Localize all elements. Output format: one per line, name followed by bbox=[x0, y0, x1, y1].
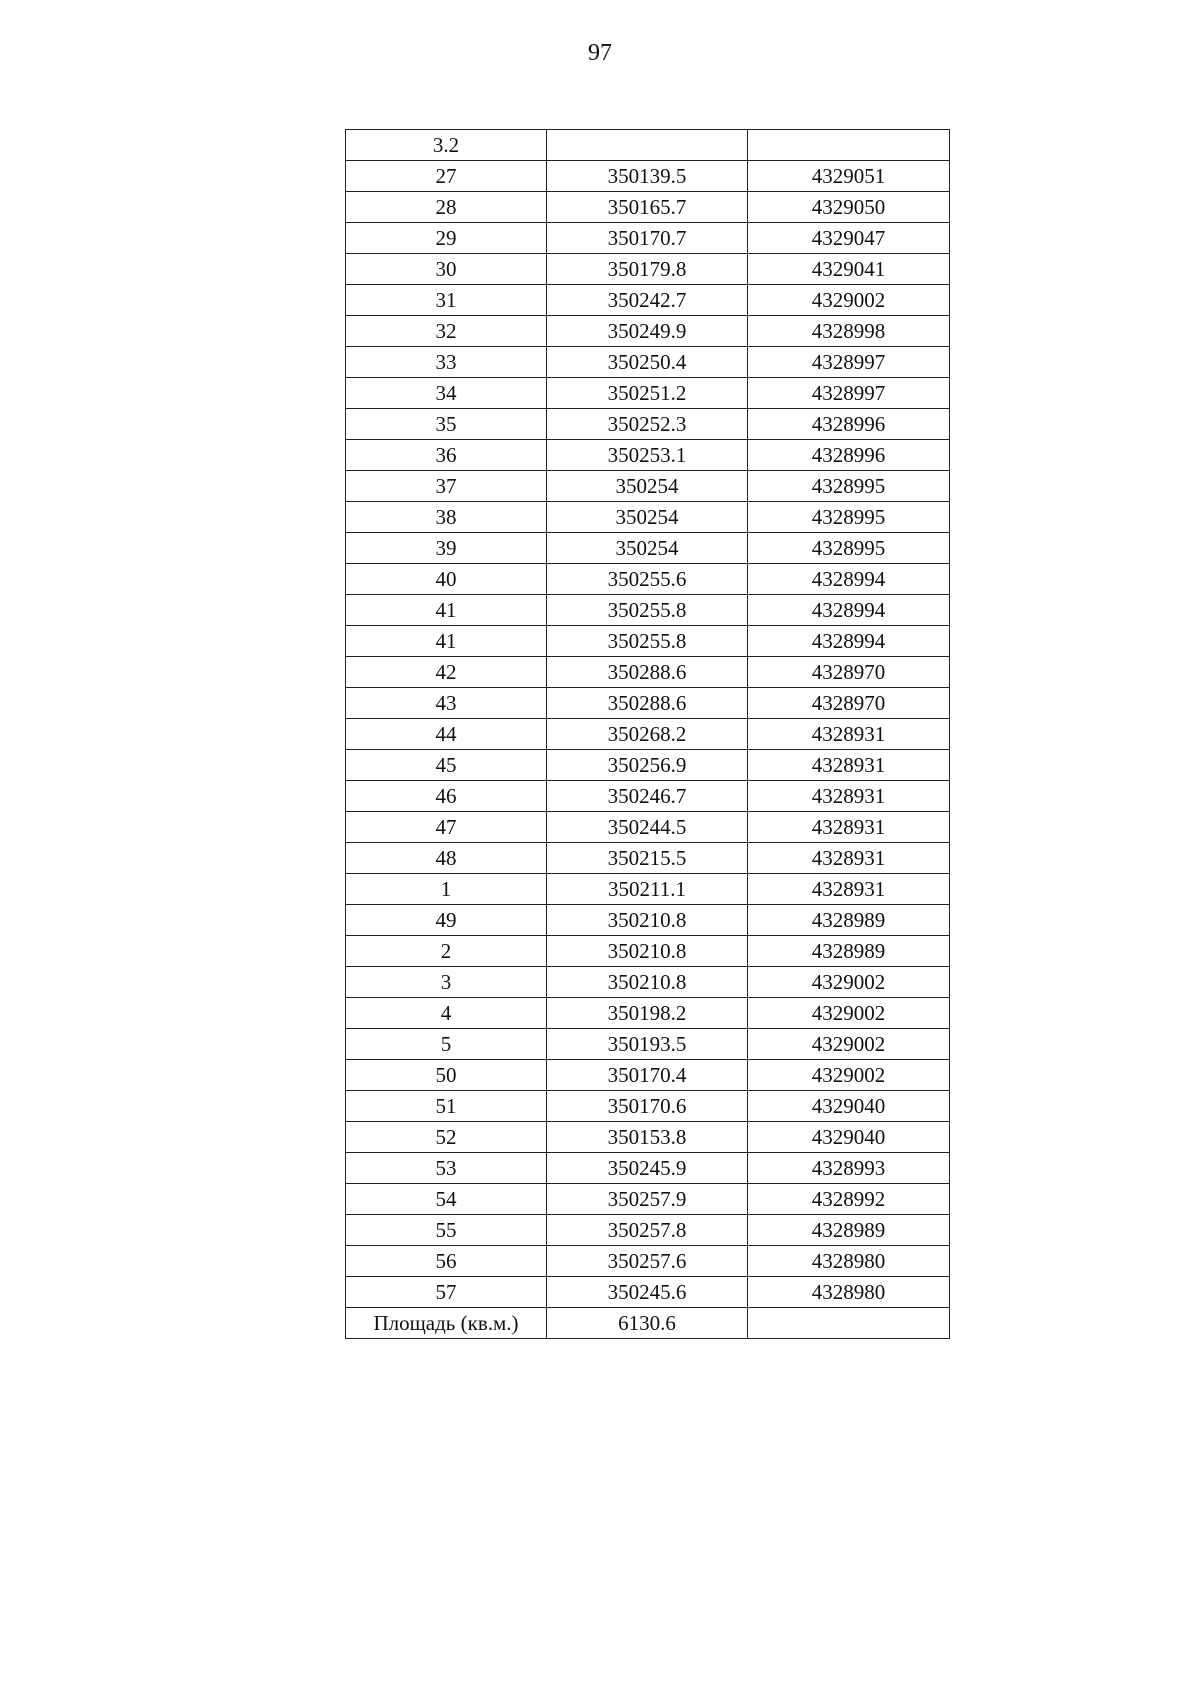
y-coordinate-cell: 4328980 bbox=[748, 1277, 950, 1308]
point-number-cell: 1 bbox=[346, 874, 547, 905]
coordinates-table bbox=[345, 129, 950, 1339]
table-row bbox=[346, 285, 950, 316]
x-coordinate-cell: 350153.8 bbox=[547, 1122, 748, 1153]
x-coordinate-cell: 350170.7 bbox=[547, 223, 748, 254]
point-number-cell: 57 bbox=[346, 1277, 547, 1308]
y-coordinate-cell: 4328995 bbox=[748, 502, 950, 533]
table-row bbox=[346, 223, 950, 254]
x-coordinate-cell: 350254 bbox=[547, 471, 748, 502]
y-coordinate-cell: 4328931 bbox=[748, 750, 950, 781]
x-coordinate-cell: 350257.8 bbox=[547, 1215, 748, 1246]
empty-cell bbox=[748, 130, 950, 161]
y-coordinate-cell: 4328989 bbox=[748, 1215, 950, 1246]
x-coordinate-cell: 350211.1 bbox=[547, 874, 748, 905]
y-coordinate-cell: 4328995 bbox=[748, 533, 950, 564]
y-coordinate-cell: 4328996 bbox=[748, 440, 950, 471]
x-coordinate-cell: 350210.8 bbox=[547, 967, 748, 998]
point-number-cell: 52 bbox=[346, 1122, 547, 1153]
table-row bbox=[346, 316, 950, 347]
x-coordinate-cell: 350246.7 bbox=[547, 781, 748, 812]
point-number-cell: 55 bbox=[346, 1215, 547, 1246]
y-coordinate-cell: 4329051 bbox=[748, 161, 950, 192]
table-row bbox=[346, 874, 950, 905]
x-coordinate-cell: 350210.8 bbox=[547, 905, 748, 936]
table-row bbox=[346, 192, 950, 223]
y-coordinate-cell: 4328931 bbox=[748, 781, 950, 812]
x-coordinate-cell: 350244.5 bbox=[547, 812, 748, 843]
coordinates-table-body bbox=[346, 130, 950, 161]
point-number-cell: 2 bbox=[346, 936, 547, 967]
point-number-cell: 30 bbox=[346, 254, 547, 285]
table-row bbox=[346, 1153, 950, 1184]
y-coordinate-cell: 4329002 bbox=[748, 1060, 950, 1091]
y-coordinate-cell: 4329040 bbox=[748, 1122, 950, 1153]
y-coordinate-cell: 4328997 bbox=[748, 378, 950, 409]
x-coordinate-cell: 350254 bbox=[547, 502, 748, 533]
point-number-cell: 33 bbox=[346, 347, 547, 378]
table-row bbox=[346, 905, 950, 936]
x-coordinate-cell: 350288.6 bbox=[547, 688, 748, 719]
y-coordinate-cell: 4328931 bbox=[748, 843, 950, 874]
table-row bbox=[346, 936, 950, 967]
y-coordinate-cell: 4328970 bbox=[748, 657, 950, 688]
empty-cell bbox=[748, 1308, 950, 1339]
table-row bbox=[346, 843, 950, 874]
y-coordinate-cell: 4329002 bbox=[748, 967, 950, 998]
x-coordinate-cell: 350170.6 bbox=[547, 1091, 748, 1122]
table-row bbox=[346, 533, 950, 564]
y-coordinate-cell: 4329002 bbox=[748, 285, 950, 316]
y-coordinate-cell: 4328992 bbox=[748, 1184, 950, 1215]
x-coordinate-cell: 350179.8 bbox=[547, 254, 748, 285]
table-row-area bbox=[346, 1308, 950, 1339]
y-coordinate-cell: 4328931 bbox=[748, 812, 950, 843]
table-row bbox=[346, 254, 950, 285]
point-number-cell: 5 bbox=[346, 1029, 547, 1060]
area-label-cell: Площадь (кв.м.) bbox=[346, 1308, 547, 1339]
x-coordinate-cell: 350255.8 bbox=[547, 595, 748, 626]
y-coordinate-cell: 4328994 bbox=[748, 626, 950, 657]
y-coordinate-cell: 4328998 bbox=[748, 316, 950, 347]
point-number-cell: 47 bbox=[346, 812, 547, 843]
point-number-cell: 51 bbox=[346, 1091, 547, 1122]
x-coordinate-cell: 350242.7 bbox=[547, 285, 748, 316]
x-coordinate-cell: 350257.9 bbox=[547, 1184, 748, 1215]
x-coordinate-cell: 350253.1 bbox=[547, 440, 748, 471]
table-row bbox=[346, 1091, 950, 1122]
point-number-cell: 31 bbox=[346, 285, 547, 316]
x-coordinate-cell: 350139.5 bbox=[547, 161, 748, 192]
point-number-cell: 34 bbox=[346, 378, 547, 409]
y-coordinate-cell: 4328931 bbox=[748, 874, 950, 905]
x-coordinate-cell: 350165.7 bbox=[547, 192, 748, 223]
point-number-cell: 32 bbox=[346, 316, 547, 347]
point-number-cell: 41 bbox=[346, 595, 547, 626]
point-number-cell: 53 bbox=[346, 1153, 547, 1184]
point-number-cell: 56 bbox=[346, 1246, 547, 1277]
x-coordinate-cell: 350245.6 bbox=[547, 1277, 748, 1308]
y-coordinate-cell: 4328996 bbox=[748, 409, 950, 440]
point-number-cell: 38 bbox=[346, 502, 547, 533]
point-number-cell: 40 bbox=[346, 564, 547, 595]
y-coordinate-cell: 4328993 bbox=[748, 1153, 950, 1184]
y-coordinate-cell: 4329050 bbox=[748, 192, 950, 223]
y-coordinate-cell: 4328931 bbox=[748, 719, 950, 750]
x-coordinate-cell: 350210.8 bbox=[547, 936, 748, 967]
table-row bbox=[346, 750, 950, 781]
x-coordinate-cell: 350254 bbox=[547, 533, 748, 564]
table-row bbox=[346, 719, 950, 750]
table-row bbox=[346, 1246, 950, 1277]
page-number: 97 bbox=[588, 40, 612, 66]
table-row bbox=[346, 471, 950, 502]
y-coordinate-cell: 4329041 bbox=[748, 254, 950, 285]
y-coordinate-cell: 4328989 bbox=[748, 905, 950, 936]
table-row bbox=[346, 1029, 950, 1060]
y-coordinate-cell: 4328980 bbox=[748, 1246, 950, 1277]
y-coordinate-cell: 4328970 bbox=[748, 688, 950, 719]
y-coordinate-cell: 4328994 bbox=[748, 595, 950, 626]
point-number-cell: 45 bbox=[346, 750, 547, 781]
x-coordinate-cell: 350255.8 bbox=[547, 626, 748, 657]
coordinate-rows bbox=[346, 161, 950, 1308]
point-number-cell: 42 bbox=[346, 657, 547, 688]
y-coordinate-cell: 4328994 bbox=[748, 564, 950, 595]
point-number-cell: 50 bbox=[346, 1060, 547, 1091]
area-row-group bbox=[346, 1308, 950, 1339]
point-number-cell: 29 bbox=[346, 223, 547, 254]
table-row bbox=[346, 409, 950, 440]
x-coordinate-cell: 350193.5 bbox=[547, 1029, 748, 1060]
table-row bbox=[346, 812, 950, 843]
point-number-cell: 49 bbox=[346, 905, 547, 936]
x-coordinate-cell: 350215.5 bbox=[547, 843, 748, 874]
x-coordinate-cell: 350257.6 bbox=[547, 1246, 748, 1277]
point-number-cell: 39 bbox=[346, 533, 547, 564]
point-number-cell: 41 bbox=[346, 626, 547, 657]
y-coordinate-cell: 4329047 bbox=[748, 223, 950, 254]
table-row bbox=[346, 595, 950, 626]
point-number-cell: 35 bbox=[346, 409, 547, 440]
table-row bbox=[346, 502, 950, 533]
point-number-cell: 43 bbox=[346, 688, 547, 719]
point-number-cell: 27 bbox=[346, 161, 547, 192]
point-number-cell: 28 bbox=[346, 192, 547, 223]
table-row bbox=[346, 440, 950, 471]
table-row bbox=[346, 1122, 950, 1153]
empty-cell bbox=[547, 130, 748, 161]
y-coordinate-cell: 4329040 bbox=[748, 1091, 950, 1122]
table-row bbox=[346, 1184, 950, 1215]
point-number-cell: 36 bbox=[346, 440, 547, 471]
table-row bbox=[346, 1060, 950, 1091]
y-coordinate-cell: 4328989 bbox=[748, 936, 950, 967]
section-label-cell: 3.2 bbox=[346, 130, 547, 161]
table-row bbox=[346, 564, 950, 595]
area-value-cell: 6130.6 bbox=[547, 1308, 748, 1339]
x-coordinate-cell: 350268.2 bbox=[547, 719, 748, 750]
table-row bbox=[346, 998, 950, 1029]
table-row bbox=[346, 657, 950, 688]
table-row bbox=[346, 781, 950, 812]
y-coordinate-cell: 4329002 bbox=[748, 998, 950, 1029]
x-coordinate-cell: 350252.3 bbox=[547, 409, 748, 440]
table-row bbox=[346, 626, 950, 657]
x-coordinate-cell: 350249.9 bbox=[547, 316, 748, 347]
x-coordinate-cell: 350198.2 bbox=[547, 998, 748, 1029]
x-coordinate-cell: 350251.2 bbox=[547, 378, 748, 409]
table-row bbox=[346, 1215, 950, 1246]
table-row bbox=[346, 967, 950, 998]
y-coordinate-cell: 4329002 bbox=[748, 1029, 950, 1060]
table-row bbox=[346, 378, 950, 409]
table-row bbox=[346, 161, 950, 192]
point-number-cell: 37 bbox=[346, 471, 547, 502]
point-number-cell: 48 bbox=[346, 843, 547, 874]
x-coordinate-cell: 350256.9 bbox=[547, 750, 748, 781]
table-row-section bbox=[346, 130, 950, 161]
point-number-cell: 54 bbox=[346, 1184, 547, 1215]
x-coordinate-cell: 350245.9 bbox=[547, 1153, 748, 1184]
x-coordinate-cell: 350250.4 bbox=[547, 347, 748, 378]
point-number-cell: 44 bbox=[346, 719, 547, 750]
x-coordinate-cell: 350288.6 bbox=[547, 657, 748, 688]
y-coordinate-cell: 4328995 bbox=[748, 471, 950, 502]
table-row bbox=[346, 1277, 950, 1308]
point-number-cell: 3 bbox=[346, 967, 547, 998]
x-coordinate-cell: 350170.4 bbox=[547, 1060, 748, 1091]
point-number-cell: 4 bbox=[346, 998, 547, 1029]
point-number-cell: 46 bbox=[346, 781, 547, 812]
table-row bbox=[346, 688, 950, 719]
x-coordinate-cell: 350255.6 bbox=[547, 564, 748, 595]
table-row bbox=[346, 347, 950, 378]
y-coordinate-cell: 4328997 bbox=[748, 347, 950, 378]
